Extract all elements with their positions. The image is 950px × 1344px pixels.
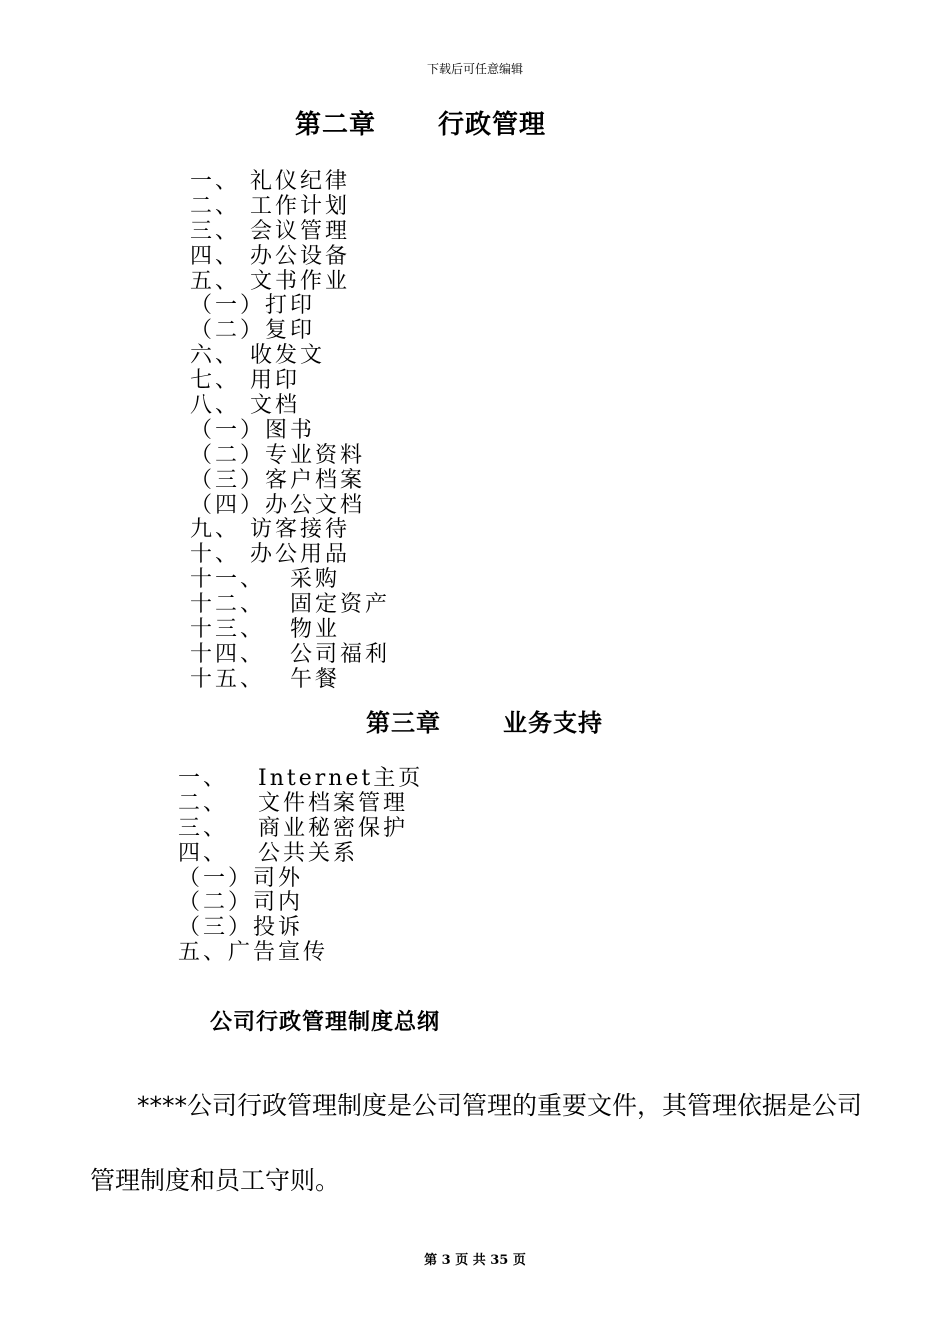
toc-item: 五、 文书作业 — [190, 268, 350, 294]
toc-item: （二）司内 — [178, 890, 304, 916]
toc-item-number: 四、 — [178, 840, 229, 866]
toc-item-number: 一、 — [178, 766, 229, 791]
toc-item-number: 十五、 — [190, 666, 266, 692]
page-footer: 第 3 页 共 35 页 — [424, 1253, 526, 1268]
chapter-3-name: 业务支持 — [503, 708, 603, 737]
toc-item: （一）打印 — [190, 293, 316, 319]
toc-item — [178, 767, 423, 792]
chapter-2-title — [295, 104, 546, 141]
toc-item: （一）司外 — [178, 865, 304, 891]
toc-item-label: 午餐 — [290, 666, 341, 692]
toc-item: 六、 收发文 — [190, 343, 325, 369]
toc-item-label: 采购 — [290, 567, 341, 593]
toc-item: （二）专业资料 — [190, 442, 366, 468]
toc-item: 二、 工作计划 — [190, 193, 350, 219]
toc-item: 九、 访客接待 — [190, 517, 350, 543]
outline-paragraph-line-2: 管理制度和员工守则。 — [90, 1166, 341, 1195]
toc-item-number: 十二、 — [190, 592, 266, 618]
toc-item-number: 三、 — [178, 815, 229, 841]
toc-item: 七、 用印 — [190, 368, 300, 394]
chapter-3-title — [366, 703, 603, 738]
chapter-3-toc — [178, 767, 423, 966]
outline-paragraph-line-1: ****公司行政管理制度是公司管理的重要文件，其管理依据是公司 — [137, 1091, 863, 1120]
toc-item: 四、 办公设备 — [190, 243, 350, 269]
toc-item-label: 公共关系 — [258, 840, 359, 866]
toc-item: 三、 会议管理 — [190, 218, 350, 244]
page-header: 下载后可任意编辑 — [426, 62, 523, 76]
toc-item: 一、 礼仪纪律 — [190, 169, 350, 194]
toc-item-number: 十一、 — [190, 567, 266, 593]
toc-item-label: 物业 — [290, 617, 341, 643]
toc-item-number: 十三、 — [190, 617, 266, 643]
toc-item-number: 二、 — [178, 790, 229, 816]
toc-item-label: 商业秘密保护 — [258, 815, 409, 841]
toc-item: （四）办公文档 — [190, 492, 366, 518]
toc-item — [178, 817, 423, 842]
toc-item: （三）投诉 — [178, 915, 304, 941]
toc-item-number: 十四、 — [190, 641, 266, 667]
toc-item-label: 文件档案管理 — [258, 790, 409, 816]
toc-item — [190, 593, 390, 618]
toc-item — [178, 792, 423, 817]
chapter-3-number: 第三章 — [366, 708, 441, 737]
toc-item — [190, 568, 390, 593]
toc-item: 十、 办公用品 — [190, 542, 350, 568]
toc-item-label: 公司福利 — [290, 641, 391, 667]
toc-item: 五、广告宣传 — [178, 940, 329, 966]
chapter-2-name: 行政管理 — [438, 110, 547, 140]
toc-item — [190, 618, 390, 643]
toc-item — [178, 842, 423, 867]
toc-item — [190, 643, 390, 668]
toc-item-label: 固定资产 — [290, 592, 391, 618]
chapter-2-number: 第二章 — [295, 110, 377, 140]
toc-item: （二）复印 — [190, 318, 316, 344]
chapter-2-toc — [190, 170, 390, 693]
toc-item — [190, 668, 390, 693]
toc-item: 八、 文档 — [190, 393, 300, 419]
toc-item-label: Internet主页 — [258, 766, 424, 791]
outline-title: 公司行政管理制度总纲 — [210, 1010, 441, 1035]
toc-item: （三）客户档案 — [190, 467, 366, 493]
toc-item: （一）图书 — [190, 417, 316, 443]
